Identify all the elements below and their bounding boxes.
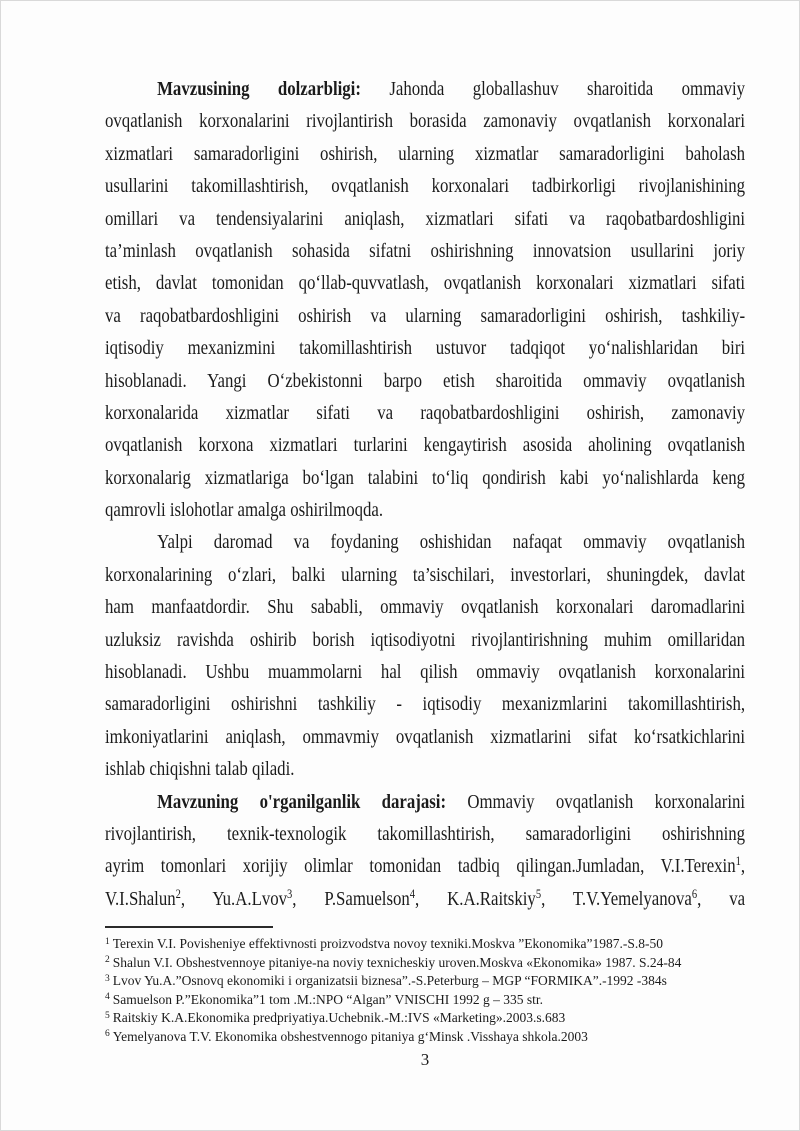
text-line (105, 203, 745, 235)
footnote-text: Yemelyanova T.V. Ekonomika obshestvennogo pitaniya g‘Minsk .Visshaya shkola.2003 (112, 1028, 588, 1044)
text-line (105, 267, 745, 299)
text-segment: ham manfaatdordir. Shu sababli, ommaviy ovqatlanish korxonalari daromadlarini (105, 596, 746, 619)
footnote-separator (105, 926, 273, 928)
footnote (105, 954, 745, 973)
text-line (105, 688, 745, 720)
footnote (105, 935, 745, 954)
text-segment: , va (697, 887, 746, 910)
footnote-ref: 6 (691, 886, 698, 901)
text-line (105, 786, 745, 818)
text-line (105, 365, 745, 397)
text-line (105, 591, 745, 623)
text-line (105, 494, 745, 526)
page-number: 3 (420, 1050, 430, 1070)
text-segment: qamrovli islohotlar amalga oshirilmoqda. (105, 499, 384, 522)
text-segment: uzluksiz ravishda oshirib borish iqtisodiyotni rivojlantirishning muhim omillaridan (105, 628, 746, 651)
footnote-marker: 5 (105, 1010, 110, 1021)
text-line (105, 300, 745, 332)
text-segment: usullarini takomillashtirish, ovqatlanish korxonalari tadbirkorligi rivojlanishining (105, 175, 746, 198)
text-segment: , (740, 855, 746, 878)
text-segment: ovqatlanish korxonalarini rivojlantirish borasida zamonaviy ovqatlanish korxonalari (105, 110, 746, 133)
text-line (105, 818, 745, 850)
footnote-ref: 5 (535, 886, 542, 901)
text-segment: rivojlantirish, texnik-texnologik takomillashtirish, samaradorligini oshirishning (105, 822, 746, 845)
footnote-text: Raitskiy K.A.Ekonomika predpriyatiya.Uchebnik.-M.:IVS «Marketing».2003.s.683 (112, 1010, 566, 1026)
text-line (105, 138, 745, 170)
text-line (105, 429, 745, 461)
text-segment: imkoniyatlarini aniqlash, ommavmiy ovqatlanish xizmatlarini sifat ko‘rsatkichlarini (105, 725, 746, 748)
footnote-marker: 2 (105, 955, 110, 966)
text-line (105, 462, 745, 494)
text-segment: omillari va tendensiyalarini aniqlash, xizmatlari sifati va raqobatbardoshligini (105, 207, 746, 230)
text-segment: etish, davlat tomonidan qo‘llab-quvvatlash, ovqatlanish korxonalari xizmatlari sifati (105, 272, 746, 295)
text-line (105, 656, 745, 688)
footnote-ref: 1 (735, 854, 741, 869)
text-line (105, 73, 745, 105)
text-line (105, 883, 745, 915)
text-segment: samaradorligini oshirishni tashkiliy - iqtisodiy mexanizmlarini takomillashtirish, (105, 693, 746, 716)
text-segment: ayrim tomonlari xorijiy olimlar tomonidan tadbiq qilingan.Jumladan, V.I.Terexin (105, 855, 736, 878)
footnote-text: Samuelson P.”Ekonomika”1 tom .M.:NPO “Algan” VNISCHI 1992 g – 335 str. (112, 991, 543, 1007)
text-line (105, 850, 745, 882)
text-line (105, 170, 745, 202)
document-body (105, 73, 745, 915)
text-segment: iqtisodiy mexanizmini takomillashtirish ustuvor tadqiqot yo‘nalishlaridan biri (105, 337, 746, 360)
bold-lead-text: Mavzuning o'rganilganlik darajasi: (157, 790, 447, 813)
text-segment: hisoblanadi. Ushbu muammolarni hal qilish ommaviy ovqatlanish korxonalarini (105, 661, 746, 684)
footnote-text: Shalun V.I. Obshestvennoye pitaniye-na noviy texnicheskiy uroven.Moskva «Ekonomika» 1987. S.24-84 (112, 954, 682, 970)
footnote (105, 991, 745, 1010)
text-segment: ishlab chiqishni talab qiladi. (105, 758, 295, 781)
text-line (105, 332, 745, 364)
text-segment: hisoblanadi. Yangi O‘zbekistonni barpo etish sharoitida ommaviy ovqatlanish (105, 369, 746, 392)
footnote-marker: 3 (105, 973, 110, 984)
text-line (105, 235, 745, 267)
footnote-marker: 6 (105, 1029, 110, 1040)
footnotes (105, 935, 745, 1046)
text-segment: , Yu.A.Lvov (180, 887, 288, 910)
footnote (105, 972, 745, 991)
footnote-ref: 3 (287, 886, 293, 901)
text-line (105, 624, 745, 656)
footnote (105, 1028, 745, 1047)
footnote (105, 1009, 745, 1028)
text-segment: va raqobatbardoshligini oshirish va ularning samaradorligini oshirish, tashkiliy- (105, 304, 746, 327)
text-segment: , T.V.Yemelyanova (541, 887, 692, 910)
text-line (105, 526, 745, 558)
text-segment: ovqatlanish korxona xizmatlari turlarini kengaytirish asosida aholining ovqatlanish (105, 434, 746, 457)
footnote-text: Lvov Yu.A.”Osnovq ekonomiki i organizatsii biznesa”.-S.Peterburg – MGP “FORMIKA”.-1992 -384s (112, 973, 667, 989)
footnote-text: Terexin V.I. Povisheniye effektivnosti proizvodstva novoy texniki.Moskva ”Ekonomika”1987.-S.8-50 (112, 936, 663, 952)
footnote-ref: 2 (175, 886, 181, 901)
document-text-block (105, 73, 745, 1071)
paragraph (105, 786, 745, 916)
text-line (105, 721, 745, 753)
text-segment: korxonalarining o‘zlari, balki ularning ta’sischilari, investorlari, shuningdek, davlat (105, 563, 746, 586)
footnote-marker: 1 (105, 936, 110, 947)
footnote-marker: 4 (105, 992, 110, 1003)
text-segment: , K.A.Raitskiy (415, 887, 536, 910)
text-segment: Yalpi daromad va foydaning oshishidan nafaqat ommaviy ovqatlanish (157, 531, 746, 554)
text-segment: korxonalarig xizmatlariga bo‘lgan talabini to‘liq qondirish kabi yo‘nalishlarda keng (105, 466, 746, 489)
footnote-ref: 4 (409, 886, 416, 901)
paragraph (105, 526, 745, 785)
bold-lead-text: Mavzusining dolzarbligi: (157, 78, 361, 100)
text-segment: Jahonda globallashuv sharoitida ommaviy (360, 78, 746, 100)
text-segment: V.I.Shalun (105, 887, 176, 910)
text-segment: ta’minlash ovqatlanish sohasida sifatni oshirishning innovatsion usullarini joriy (105, 239, 746, 262)
text-line (105, 753, 745, 785)
paragraph (105, 73, 745, 526)
text-line (105, 105, 745, 137)
text-segment: Ommaviy ovqatlanish korxonalarini (446, 790, 746, 813)
text-line (105, 397, 745, 429)
text-segment: xizmatlari samaradorligini oshirish, ularning xizmatlar samaradorligini baholash (105, 142, 746, 165)
text-line (105, 559, 745, 591)
text-segment: , P.Samuelson (292, 887, 410, 910)
text-segment: korxonalarida xizmatlar sifati va raqobatbardoshligini oshirish, zamonaviy (105, 401, 746, 424)
